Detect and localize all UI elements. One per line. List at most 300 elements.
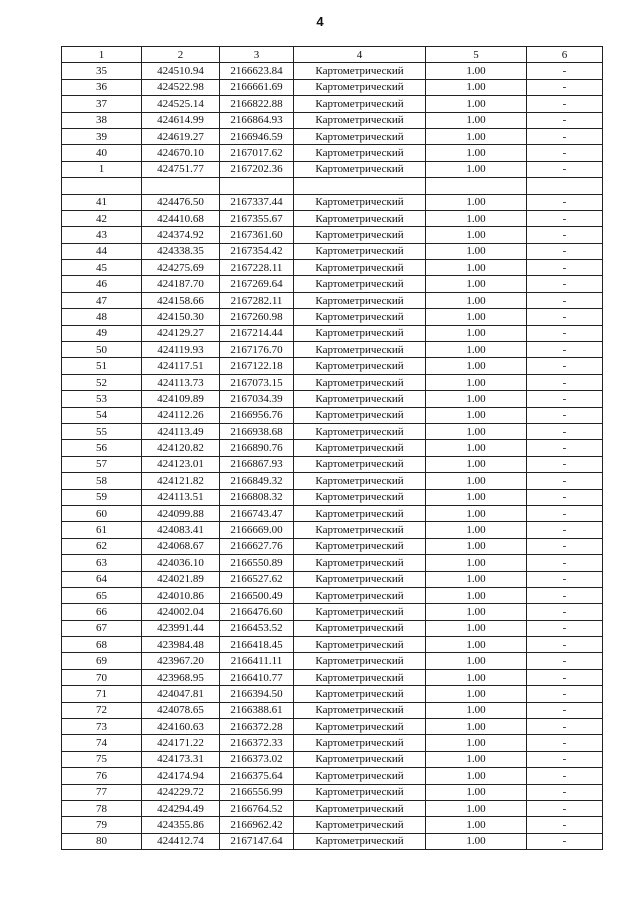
page-number: 4 <box>316 14 324 29</box>
point-number-cell <box>62 178 142 194</box>
accuracy-cell: 1.00 <box>426 456 527 472</box>
y-coordinate-cell: 2166938.68 <box>220 423 294 439</box>
x-coordinate-cell: 424150.30 <box>142 309 220 325</box>
x-coordinate-cell: 424355.86 <box>142 817 220 833</box>
accuracy-cell: 1.00 <box>426 243 527 259</box>
table-row <box>62 702 603 718</box>
table-row <box>62 227 603 243</box>
point-number-cell: 79 <box>62 817 142 833</box>
table-header-row <box>62 47 603 63</box>
description-cell: - <box>527 456 603 472</box>
method-cell: Картометрический <box>294 128 426 144</box>
table-row <box>62 79 603 95</box>
point-number-cell: 65 <box>62 587 142 603</box>
method-cell: Картометрический <box>294 620 426 636</box>
point-number-cell: 46 <box>62 276 142 292</box>
x-coordinate-cell: 424083.41 <box>142 522 220 538</box>
point-number-cell: 36 <box>62 79 142 95</box>
method-cell: Картометрический <box>294 489 426 505</box>
x-coordinate-cell: 424099.88 <box>142 505 220 521</box>
description-cell: - <box>527 489 603 505</box>
description-cell: - <box>527 243 603 259</box>
column-header: 4 <box>294 47 426 63</box>
method-cell: Картометрический <box>294 784 426 800</box>
accuracy-cell: 1.00 <box>426 587 527 603</box>
description-cell: - <box>527 604 603 620</box>
method-cell: Картометрический <box>294 325 426 341</box>
method-cell: Картометрический <box>294 145 426 161</box>
point-number-cell: 68 <box>62 637 142 653</box>
method-cell: Картометрический <box>294 260 426 276</box>
point-number-cell: 39 <box>62 128 142 144</box>
method-cell <box>294 178 426 194</box>
accuracy-cell: 1.00 <box>426 604 527 620</box>
column-header: 2 <box>142 47 220 63</box>
x-coordinate-cell: 424113.73 <box>142 374 220 390</box>
x-coordinate-cell: 424123.01 <box>142 456 220 472</box>
method-cell: Картометрический <box>294 194 426 210</box>
x-coordinate-cell: 424036.10 <box>142 555 220 571</box>
y-coordinate-cell: 2167214.44 <box>220 325 294 341</box>
table-row <box>62 292 603 308</box>
accuracy-cell: 1.00 <box>426 489 527 505</box>
method-cell: Картометрический <box>294 719 426 735</box>
y-coordinate-cell: 2166373.02 <box>220 751 294 767</box>
method-cell: Картометрический <box>294 227 426 243</box>
y-coordinate-cell: 2167260.98 <box>220 309 294 325</box>
x-coordinate-cell: 424525.14 <box>142 96 220 112</box>
table-row <box>62 358 603 374</box>
y-coordinate-cell: 2166500.49 <box>220 587 294 603</box>
method-cell: Картометрический <box>294 522 426 538</box>
description-cell: - <box>527 342 603 358</box>
description-cell: - <box>527 686 603 702</box>
y-coordinate-cell: 2166946.59 <box>220 128 294 144</box>
point-number-cell: 76 <box>62 768 142 784</box>
x-coordinate-cell: 424522.98 <box>142 79 220 95</box>
table-row <box>62 325 603 341</box>
table-row <box>62 161 603 177</box>
table-row <box>62 538 603 554</box>
table-row <box>62 309 603 325</box>
y-coordinate-cell: 2166556.99 <box>220 784 294 800</box>
description-cell: - <box>527 440 603 456</box>
x-coordinate-cell: 423984.48 <box>142 637 220 653</box>
y-coordinate-cell: 2166956.76 <box>220 407 294 423</box>
description-cell: - <box>527 505 603 521</box>
method-cell: Картометрический <box>294 637 426 653</box>
point-number-cell: 42 <box>62 210 142 226</box>
point-number-cell: 70 <box>62 669 142 685</box>
accuracy-cell: 1.00 <box>426 260 527 276</box>
method-cell: Картометрический <box>294 473 426 489</box>
y-coordinate-cell: 2166867.93 <box>220 456 294 472</box>
method-cell: Картометрический <box>294 571 426 587</box>
method-cell: Картометрический <box>294 292 426 308</box>
method-cell: Картометрический <box>294 342 426 358</box>
table-row <box>62 342 603 358</box>
description-cell: - <box>527 276 603 292</box>
y-coordinate-cell: 2166394.50 <box>220 686 294 702</box>
y-coordinate-cell: 2166669.00 <box>220 522 294 538</box>
table-row <box>62 473 603 489</box>
method-cell: Картометрический <box>294 423 426 439</box>
method-cell: Картометрический <box>294 210 426 226</box>
description-cell: - <box>527 833 603 849</box>
accuracy-cell: 1.00 <box>426 571 527 587</box>
table-row <box>62 620 603 636</box>
method-cell: Картометрический <box>294 604 426 620</box>
column-header: 6 <box>527 47 603 63</box>
method-cell: Картометрический <box>294 800 426 816</box>
table-row <box>62 784 603 800</box>
accuracy-cell: 1.00 <box>426 96 527 112</box>
y-coordinate-cell: 2167034.39 <box>220 391 294 407</box>
accuracy-cell: 1.00 <box>426 161 527 177</box>
y-coordinate-cell: 2166527.62 <box>220 571 294 587</box>
y-coordinate-cell: 2166661.69 <box>220 79 294 95</box>
point-number-cell: 49 <box>62 325 142 341</box>
description-cell: - <box>527 423 603 439</box>
description-cell: - <box>527 161 603 177</box>
table-row <box>62 522 603 538</box>
description-cell: - <box>527 719 603 735</box>
point-number-cell: 58 <box>62 473 142 489</box>
y-coordinate-cell: 2166372.28 <box>220 719 294 735</box>
x-coordinate-cell: 424021.89 <box>142 571 220 587</box>
coordinates-table <box>61 46 603 850</box>
y-coordinate-cell: 2166764.52 <box>220 800 294 816</box>
method-cell: Картометрический <box>294 768 426 784</box>
method-cell: Картометрический <box>294 112 426 128</box>
accuracy-cell: 1.00 <box>426 751 527 767</box>
x-coordinate-cell: 424510.94 <box>142 63 220 79</box>
description-cell: - <box>527 768 603 784</box>
point-number-cell: 40 <box>62 145 142 161</box>
y-coordinate-cell: 2166623.84 <box>220 63 294 79</box>
description-cell: - <box>527 571 603 587</box>
point-number-cell: 62 <box>62 538 142 554</box>
description-cell: - <box>527 79 603 95</box>
description-cell: - <box>527 735 603 751</box>
table-row <box>62 456 603 472</box>
y-coordinate-cell: 2167282.11 <box>220 292 294 308</box>
accuracy-cell: 1.00 <box>426 686 527 702</box>
accuracy-cell: 1.00 <box>426 309 527 325</box>
x-coordinate-cell: 424670.10 <box>142 145 220 161</box>
description-cell: - <box>527 555 603 571</box>
description-cell: - <box>527 637 603 653</box>
accuracy-cell: 1.00 <box>426 505 527 521</box>
y-coordinate-cell: 2167202.36 <box>220 161 294 177</box>
x-coordinate-cell: 424068.67 <box>142 538 220 554</box>
x-coordinate-cell: 424476.50 <box>142 194 220 210</box>
x-coordinate-cell: 424294.49 <box>142 800 220 816</box>
accuracy-cell: 1.00 <box>426 555 527 571</box>
point-number-cell: 73 <box>62 719 142 735</box>
table-row <box>62 833 603 849</box>
method-cell: Картометрический <box>294 96 426 112</box>
x-coordinate-cell: 424374.92 <box>142 227 220 243</box>
description-cell: - <box>527 292 603 308</box>
table-row <box>62 587 603 603</box>
accuracy-cell: 1.00 <box>426 817 527 833</box>
method-cell: Картометрический <box>294 833 426 849</box>
accuracy-cell: 1.00 <box>426 407 527 423</box>
y-coordinate-cell: 2166743.47 <box>220 505 294 521</box>
y-coordinate-cell: 2166550.89 <box>220 555 294 571</box>
accuracy-cell: 1.00 <box>426 522 527 538</box>
y-coordinate-cell: 2166476.60 <box>220 604 294 620</box>
accuracy-cell: 1.00 <box>426 735 527 751</box>
point-number-cell: 37 <box>62 96 142 112</box>
y-coordinate-cell: 2166627.76 <box>220 538 294 554</box>
method-cell: Картометрический <box>294 555 426 571</box>
y-coordinate-cell: 2166410.77 <box>220 669 294 685</box>
column-header: 5 <box>426 47 527 63</box>
point-number-cell: 74 <box>62 735 142 751</box>
method-cell: Картометрический <box>294 391 426 407</box>
table-body <box>62 63 603 850</box>
table-row <box>62 719 603 735</box>
point-number-cell: 1 <box>62 161 142 177</box>
x-coordinate-cell: 424113.49 <box>142 423 220 439</box>
point-number-cell: 71 <box>62 686 142 702</box>
description-cell <box>527 178 603 194</box>
accuracy-cell: 1.00 <box>426 653 527 669</box>
description-cell: - <box>527 784 603 800</box>
x-coordinate-cell: 424113.51 <box>142 489 220 505</box>
table-row <box>62 423 603 439</box>
table-row <box>62 735 603 751</box>
table-row <box>62 276 603 292</box>
y-coordinate-cell: 2167337.44 <box>220 194 294 210</box>
point-number-cell: 60 <box>62 505 142 521</box>
x-coordinate-cell: 424002.04 <box>142 604 220 620</box>
x-coordinate-cell <box>142 178 220 194</box>
x-coordinate-cell: 424119.93 <box>142 342 220 358</box>
method-cell: Картометрический <box>294 309 426 325</box>
method-cell: Картометрический <box>294 505 426 521</box>
point-number-cell: 72 <box>62 702 142 718</box>
accuracy-cell: 1.00 <box>426 194 527 210</box>
x-coordinate-cell: 424275.69 <box>142 260 220 276</box>
method-cell: Картометрический <box>294 276 426 292</box>
y-coordinate-cell: 2166375.64 <box>220 768 294 784</box>
table-row <box>62 145 603 161</box>
y-coordinate-cell: 2167073.15 <box>220 374 294 390</box>
description-cell: - <box>527 194 603 210</box>
table-row <box>62 686 603 702</box>
x-coordinate-cell: 424410.68 <box>142 210 220 226</box>
description-cell: - <box>527 522 603 538</box>
description-cell: - <box>527 227 603 243</box>
table-row <box>62 571 603 587</box>
table-row <box>62 407 603 423</box>
accuracy-cell: 1.00 <box>426 620 527 636</box>
x-coordinate-cell: 424121.82 <box>142 473 220 489</box>
description-cell: - <box>527 653 603 669</box>
method-cell: Картометрический <box>294 440 426 456</box>
accuracy-cell: 1.00 <box>426 112 527 128</box>
table-row <box>62 96 603 112</box>
x-coordinate-cell: 423967.20 <box>142 653 220 669</box>
y-coordinate-cell: 2166864.93 <box>220 112 294 128</box>
table-row <box>62 374 603 390</box>
table-row <box>62 800 603 816</box>
description-cell: - <box>527 702 603 718</box>
method-cell: Картометрический <box>294 407 426 423</box>
y-coordinate-cell: 2167017.62 <box>220 145 294 161</box>
table-row <box>62 751 603 767</box>
description-cell: - <box>527 210 603 226</box>
x-coordinate-cell: 423991.44 <box>142 620 220 636</box>
point-number-cell: 63 <box>62 555 142 571</box>
point-number-cell: 43 <box>62 227 142 243</box>
point-number-cell: 77 <box>62 784 142 800</box>
x-coordinate-cell: 424117.51 <box>142 358 220 374</box>
description-cell: - <box>527 473 603 489</box>
x-coordinate-cell: 424619.27 <box>142 128 220 144</box>
accuracy-cell: 1.00 <box>426 800 527 816</box>
description-cell: - <box>527 391 603 407</box>
description-cell: - <box>527 112 603 128</box>
y-coordinate-cell: 2167228.11 <box>220 260 294 276</box>
table-row <box>62 489 603 505</box>
method-cell: Картометрический <box>294 79 426 95</box>
point-number-cell: 54 <box>62 407 142 423</box>
method-cell: Картометрический <box>294 702 426 718</box>
accuracy-cell: 1.00 <box>426 63 527 79</box>
accuracy-cell: 1.00 <box>426 669 527 685</box>
accuracy-cell: 1.00 <box>426 719 527 735</box>
table-row <box>62 63 603 79</box>
method-cell: Картометрический <box>294 669 426 685</box>
accuracy-cell: 1.00 <box>426 227 527 243</box>
point-number-cell: 57 <box>62 456 142 472</box>
method-cell: Картометрический <box>294 243 426 259</box>
point-number-cell: 55 <box>62 423 142 439</box>
y-coordinate-cell: 2167122.18 <box>220 358 294 374</box>
description-cell: - <box>527 620 603 636</box>
accuracy-cell: 1.00 <box>426 210 527 226</box>
accuracy-cell: 1.00 <box>426 702 527 718</box>
x-coordinate-cell: 424751.77 <box>142 161 220 177</box>
method-cell: Картометрический <box>294 456 426 472</box>
y-coordinate-cell: 2166962.42 <box>220 817 294 833</box>
point-number-cell: 41 <box>62 194 142 210</box>
point-number-cell: 64 <box>62 571 142 587</box>
accuracy-cell <box>426 178 527 194</box>
y-coordinate-cell: 2166418.45 <box>220 637 294 653</box>
method-cell: Картометрический <box>294 358 426 374</box>
x-coordinate-cell: 423968.95 <box>142 669 220 685</box>
method-cell: Картометрический <box>294 817 426 833</box>
point-number-cell: 45 <box>62 260 142 276</box>
y-coordinate-cell: 2166808.32 <box>220 489 294 505</box>
accuracy-cell: 1.00 <box>426 637 527 653</box>
x-coordinate-cell: 424047.81 <box>142 686 220 702</box>
point-number-cell: 61 <box>62 522 142 538</box>
x-coordinate-cell: 424187.70 <box>142 276 220 292</box>
y-coordinate-cell: 2167147.64 <box>220 833 294 849</box>
y-coordinate-cell: 2166372.33 <box>220 735 294 751</box>
description-cell: - <box>527 669 603 685</box>
table-row <box>62 768 603 784</box>
x-coordinate-cell: 424112.26 <box>142 407 220 423</box>
point-number-cell: 80 <box>62 833 142 849</box>
point-number-cell: 59 <box>62 489 142 505</box>
x-coordinate-cell: 424338.35 <box>142 243 220 259</box>
accuracy-cell: 1.00 <box>426 473 527 489</box>
table-row <box>62 653 603 669</box>
description-cell: - <box>527 128 603 144</box>
method-cell: Картометрический <box>294 63 426 79</box>
method-cell: Картометрический <box>294 751 426 767</box>
accuracy-cell: 1.00 <box>426 128 527 144</box>
point-number-cell: 44 <box>62 243 142 259</box>
point-number-cell: 66 <box>62 604 142 620</box>
description-cell: - <box>527 374 603 390</box>
point-number-cell: 48 <box>62 309 142 325</box>
method-cell: Картометрический <box>294 735 426 751</box>
x-coordinate-cell: 424174.94 <box>142 768 220 784</box>
point-number-cell: 38 <box>62 112 142 128</box>
point-number-cell: 50 <box>62 342 142 358</box>
description-cell: - <box>527 325 603 341</box>
point-number-cell: 52 <box>62 374 142 390</box>
accuracy-cell: 1.00 <box>426 145 527 161</box>
y-coordinate-cell: 2167354.42 <box>220 243 294 259</box>
table-row <box>62 128 603 144</box>
description-cell: - <box>527 260 603 276</box>
x-coordinate-cell: 424129.27 <box>142 325 220 341</box>
method-cell: Картометрический <box>294 538 426 554</box>
accuracy-cell: 1.00 <box>426 292 527 308</box>
description-cell: - <box>527 817 603 833</box>
y-coordinate-cell: 2166849.32 <box>220 473 294 489</box>
table-row <box>62 112 603 128</box>
table-row <box>62 637 603 653</box>
y-coordinate-cell: 2167361.60 <box>220 227 294 243</box>
x-coordinate-cell: 424120.82 <box>142 440 220 456</box>
x-coordinate-cell: 424412.74 <box>142 833 220 849</box>
description-cell: - <box>527 358 603 374</box>
table-row <box>62 505 603 521</box>
point-number-cell: 67 <box>62 620 142 636</box>
table-row <box>62 604 603 620</box>
description-cell: - <box>527 145 603 161</box>
point-number-cell: 53 <box>62 391 142 407</box>
accuracy-cell: 1.00 <box>426 325 527 341</box>
description-cell: - <box>527 96 603 112</box>
method-cell: Картометрический <box>294 161 426 177</box>
accuracy-cell: 1.00 <box>426 358 527 374</box>
x-coordinate-cell: 424173.31 <box>142 751 220 767</box>
point-number-cell: 47 <box>62 292 142 308</box>
x-coordinate-cell: 424171.22 <box>142 735 220 751</box>
x-coordinate-cell: 424010.86 <box>142 587 220 603</box>
point-number-cell: 69 <box>62 653 142 669</box>
table-row <box>62 260 603 276</box>
method-cell: Картометрический <box>294 374 426 390</box>
y-coordinate-cell <box>220 178 294 194</box>
y-coordinate-cell: 2166890.76 <box>220 440 294 456</box>
accuracy-cell: 1.00 <box>426 768 527 784</box>
x-coordinate-cell: 424078.65 <box>142 702 220 718</box>
description-cell: - <box>527 587 603 603</box>
x-coordinate-cell: 424160.63 <box>142 719 220 735</box>
